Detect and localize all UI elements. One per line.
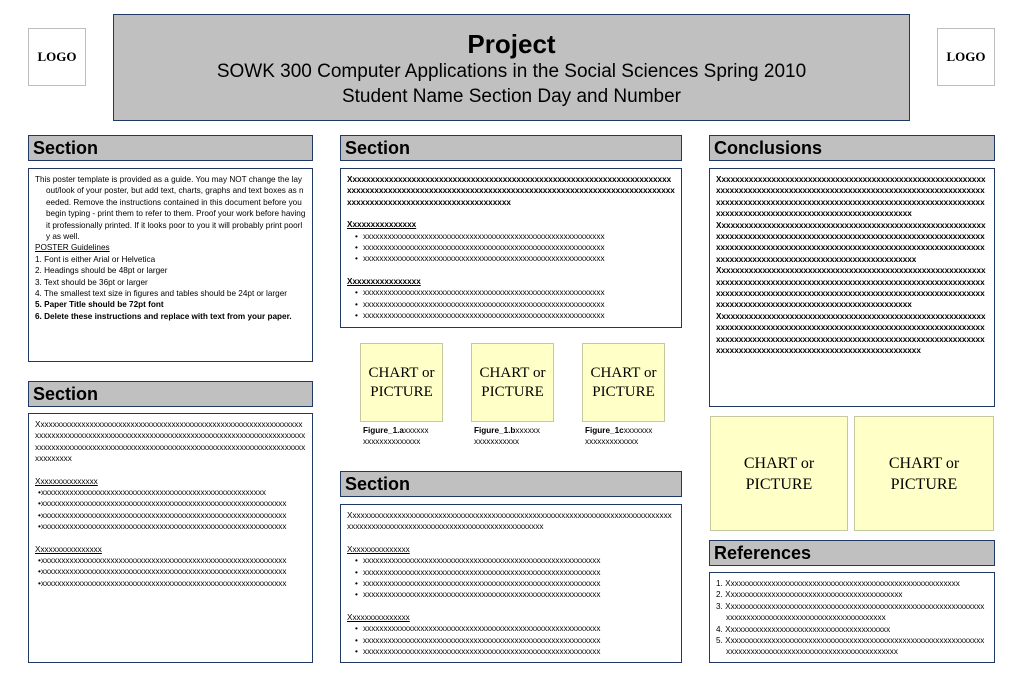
references-heading: References xyxy=(709,540,995,566)
chart-label-line1: CHART or xyxy=(368,364,435,381)
subheading: Xxxxxxxxxxxxxxx xyxy=(35,476,98,486)
course-line: SOWK 300 Computer Applications in the Social Sciences Spring 2010 xyxy=(216,61,807,82)
figure-label: Figure_1.b xyxy=(474,426,516,435)
chart-label-line1: CHART or xyxy=(590,364,657,381)
figure-caption-text: xxxxxx xyxy=(403,426,429,435)
subheading: Xxxxxxxxxxxxxxxx xyxy=(35,544,102,554)
guideline-item-bold: 5. Paper Title should be 72pt font xyxy=(35,300,164,310)
section-heading-col2-top: Section xyxy=(340,135,682,161)
bullet-item: •xxxxxxxxxxxxxxxxxxxxxxxxxxxxxxxxxxxxxxxxxxxxxxxxxxxxxxxxxxxx xyxy=(38,510,287,520)
subheading: Xxxxxxxxxxxxxxx xyxy=(347,220,417,230)
bullet-item: • xxxxxxxxxxxxxxxxxxxxxxxxxxxxxxxxxxxxxxxxxxxxxxxxxxxxxxxxxx xyxy=(347,567,675,578)
chart-placeholder-big-1 xyxy=(710,416,848,531)
section-heading-col2-bottom: Section xyxy=(340,471,682,497)
bullet-item: •xxxxxxxxxxxxxxxxxxxxxxxxxxxxxxxxxxxxxxxxxxxxxxxxxxxxxxxxxxxx xyxy=(38,578,287,588)
bullet-item: • xxxxxxxxxxxxxxxxxxxxxxxxxxxxxxxxxxxxxxxxxxxxxxxxxxxxxxxxxx xyxy=(347,555,675,566)
logo-right-text: LOGO xyxy=(946,49,986,64)
figure-caption-1c xyxy=(585,425,680,447)
bullet-item: •xxxxxxxxxxxxxxxxxxxxxxxxxxxxxxxxxxxxxxxxxxxxxxxxxxxxxxxxxxxx xyxy=(38,567,287,577)
subheading: Xxxxxxxxxxxxxxx xyxy=(347,612,410,622)
guideline-item: 2. Headings should be 48pt or larger xyxy=(35,266,168,276)
references-body xyxy=(709,572,995,663)
conclusions-body xyxy=(709,168,995,407)
reference-item: 1. Xxxxxxxxxxxxxxxxxxxxxxxxxxxxxxxxxxxxxxxxxxxxxxxxxxxxxxxxx xyxy=(716,579,960,588)
conclusion-paragraph: Xxxxxxxxxxxxxxxxxxxxxxxxxxxxxxxxxxxxxxxxxxxxxxxxxxxxxxxxxxxxxxxxxxxxxxxxxxxxxxxxxxxxxxxxxxxxxxxxxxxxxxxxxxxxxxxxxxxxxxxxxxxxxxxxxxxxxxxxxxxxxxxxxxxxxxxxxxxxxxxxxxxxxxxxxxxxxxxxxxxxxxxxxxxxxxxxxxxxxxxxxxxxxxxxxxxxxxxxxxxx xyxy=(716,266,986,310)
chart-label-line2: PICTURE xyxy=(481,383,544,400)
logo-right xyxy=(937,28,995,86)
guideline-item: 4. The smallest text size in figures and tables should be 24pt or larger xyxy=(35,289,287,299)
bullet-item: • xxxxxxxxxxxxxxxxxxxxxxxxxxxxxxxxxxxxxxxxxxxxxxxxxxxxxxxxxx xyxy=(347,623,675,634)
figure-label: Figure_1c xyxy=(585,426,624,435)
student-line: Student Name Section Day and Number xyxy=(341,86,681,107)
reference-item: 2. Xxxxxxxxxxxxxxxxxxxxxxxxxxxxxxxxxxxxxxxxxxx xyxy=(716,590,903,600)
instructions-box xyxy=(28,168,313,362)
reference-item: 4. Xxxxxxxxxxxxxxxxxxxxxxxxxxxxxxxxxxxxxxxx xyxy=(716,624,891,634)
conclusion-paragraph: Xxxxxxxxxxxxxxxxxxxxxxxxxxxxxxxxxxxxxxxxxxxxxxxxxxxxxxxxxxxxxxxxxxxxxxxxxxxxxxxxxxxxxxxxxxxxxxxxxxxxxxxxxxxxxxxxxxxxxxxxxxxxxxxxxxxxxxxxxxxxxxxxxxxxxxxxxxxxxxxxxxxxxxxxxxxxxxxxxxxxxxxxxxxxxxxxxxxxxxxxxxxxxxxxxxxxxxxxxxxxxx xyxy=(716,311,986,356)
conclusion-paragraph: Xxxxxxxxxxxxxxxxxxxxxxxxxxxxxxxxxxxxxxxxxxxxxxxxxxxxxxxxxxxxxxxxxxxxxxxxxxxxxxxxxxxxxxxxxxxxxxxxxxxxxxxxxxxxxxxxxxxxxxxxxxxxxxxxxxxxxxxxxxxxxxxxxxxxxxxxxxxxxxxxxxxxxxxxxxxxxxxxxxxxxxxxxxxxxxxxxxxxxxxxxxxxxxxxxxxxxxxxxxxxx xyxy=(716,220,986,264)
logo-left xyxy=(28,28,86,86)
subheading: Xxxxxxxxxxxxxxxx xyxy=(347,276,421,286)
chart-label-line2: PICTURE xyxy=(370,383,433,400)
figure-caption-text: xxxxxxx xyxy=(623,426,653,435)
bullet-item: • xxxxxxxxxxxxxxxxxxxxxxxxxxxxxxxxxxxxxxxxxxxxxxxxxxxxxxxxxx xyxy=(347,589,675,600)
poster-title: Project xyxy=(467,29,556,59)
instructions-text: This poster template is provided as a guide. You may NOT change the layout/look of your poster, but add text, charts, graphs and text boxes as needed. Remove the instructions contained in this document before you begin typing - print them to refer to them. Proof your work before having it professionally printed. If it looks poor to you it will probably print poorly as well. xyxy=(35,175,306,242)
title-banner xyxy=(113,14,910,121)
bullet-item: •xxxxxxxxxxxxxxxxxxxxxxxxxxxxxxxxxxxxxxxxxxxxxxxxxxxxxxxxxxxx xyxy=(38,522,287,532)
figure-caption-1b xyxy=(474,425,564,447)
section-body-col2-bottom xyxy=(340,504,682,663)
chart-placeholder-1b xyxy=(471,343,554,422)
section-paragraph: Xxxxxxxxxxxxxxxxxxxxxxxxxxxxxxxxxxxxxxxxxxxxxxxxxxxxxxxxxxxxxxxxxxxxxxxxxxxxxxxxxxxxxxxxxxxxxxxxxxxxxxxxxxxxxxxxxxxxxxxxxxxxxxxxxxxxxxxxxxxxxxxxxxxxxxxxxxxxxxxxxxxxxxxxxxxxxxxxxxxxxxxxxxxxxxxxxxxxxxxxxxxxxx xyxy=(35,420,306,464)
bullet-item: •xxxxxxxxxxxxxxxxxxxxxxxxxxxxxxxxxxxxxxxxxxxxxxxxxxxxxxx xyxy=(38,488,267,498)
section-heading-col1-bottom: Section xyxy=(28,381,313,407)
bullet-item: •xxxxxxxxxxxxxxxxxxxxxxxxxxxxxxxxxxxxxxxxxxxxxxxxxxxxxxxxxxxx xyxy=(38,556,287,566)
guideline-item: 1. Font is either Arial or Helvetica xyxy=(35,254,156,264)
conclusions-heading: Conclusions xyxy=(709,135,995,161)
bullet-item: • xxxxxxxxxxxxxxxxxxxxxxxxxxxxxxxxxxxxxxxxxxxxxxxxxxxxxxxxxxx xyxy=(347,242,675,253)
bullet-item: • xxxxxxxxxxxxxxxxxxxxxxxxxxxxxxxxxxxxxxxxxxxxxxxxxxxxxxxxxxx xyxy=(347,287,675,298)
chart-label-line1: CHART or xyxy=(888,454,960,472)
guidelines-title: POSTER Guidelines xyxy=(35,243,110,253)
subheading: Xxxxxxxxxxxxxxx xyxy=(347,544,410,554)
section-body-col1-bottom xyxy=(28,413,313,663)
figure-caption-text: xxxxxxxxxxxxx xyxy=(585,437,639,446)
bullet-item: • xxxxxxxxxxxxxxxxxxxxxxxxxxxxxxxxxxxxxxxxxxxxxxxxxxxxxxxxxxx xyxy=(347,231,675,242)
bullet-item: • xxxxxxxxxxxxxxxxxxxxxxxxxxxxxxxxxxxxxxxxxxxxxxxxxxxxxxxxxx xyxy=(347,578,675,589)
bullet-item: •xxxxxxxxxxxxxxxxxxxxxxxxxxxxxxxxxxxxxxxxxxxxxxxxxxxxxxxxxxxx xyxy=(38,499,287,509)
figure-label: Figure_1.a xyxy=(363,426,404,435)
guideline-item-bold: 6. Delete these instructions and replace with text from your paper. xyxy=(35,311,292,321)
bullet-item: • xxxxxxxxxxxxxxxxxxxxxxxxxxxxxxxxxxxxxxxxxxxxxxxxxxxxxxxxxx xyxy=(347,635,675,646)
chart-label-line2: PICTURE xyxy=(890,475,958,493)
bullet-item: • xxxxxxxxxxxxxxxxxxxxxxxxxxxxxxxxxxxxxxxxxxxxxxxxxxxxxxxxxx xyxy=(347,646,675,657)
bullet-item: • xxxxxxxxxxxxxxxxxxxxxxxxxxxxxxxxxxxxxxxxxxxxxxxxxxxxxxxxxxx xyxy=(347,253,675,264)
chart-label-line1: CHART or xyxy=(743,454,815,472)
figure-caption-text: xxxxxx xyxy=(515,426,540,435)
chart-placeholder-1a xyxy=(360,343,443,422)
chart-label-line2: PICTURE xyxy=(592,383,655,400)
section-paragraph: Xxxxxxxxxxxxxxxxxxxxxxxxxxxxxxxxxxxxxxxxxxxxxxxxxxxxxxxxxxxxxxxxxxxxxxxxxxxxxxxxxxxxxxxxxxxxxxxxxxxxxxxxxxxxxxxxxxxxxxxxxxxxxxx xyxy=(347,511,672,532)
chart-placeholder-big-2 xyxy=(854,416,994,531)
section-body-col2-top xyxy=(340,168,682,328)
chart-label-line1: CHART or xyxy=(479,364,546,381)
bullet-item: • xxxxxxxxxxxxxxxxxxxxxxxxxxxxxxxxxxxxxxxxxxxxxxxxxxxxxxxxxxx xyxy=(347,310,675,321)
bullet-item: • xxxxxxxxxxxxxxxxxxxxxxxxxxxxxxxxxxxxxxxxxxxxxxxxxxxxxxxxxxx xyxy=(347,299,675,310)
section-heading-col1-top: Section xyxy=(28,135,313,161)
reference-item: 3. Xxxxxxxxxxxxxxxxxxxxxxxxxxxxxxxxxxxxxxxxxxxxxxxxxxxxxxxxxxxxxxxxxxxxxxxxxxxxxxxxxxxxxxxxxxxxxxxxxxxxxx xyxy=(716,601,985,623)
figure-caption-1a xyxy=(363,425,453,447)
chart-placeholder-1c xyxy=(582,343,665,422)
section-paragraph: Xxxxxxxxxxxxxxxxxxxxxxxxxxxxxxxxxxxxxxxxxxxxxxxxxxxxxxxxxxxxxxxxxxxxxxxxxxxxxxxxxxxxxxxxxxxxxxxxxxxxxxxxxxxxxxxxxxxxxxxxxxxxxxxxxxxxxxxxxxxxxxxxxxxxxxxxxxxxxxxxxxxxxxxxxxxxxxxxxxx xyxy=(347,175,675,207)
figure-caption-text: xxxxxxxxxxxxxx xyxy=(363,437,421,446)
reference-item: 5. Xxxxxxxxxxxxxxxxxxxxxxxxxxxxxxxxxxxxxxxxxxxxxxxxxxxxxxxxxxxxxxxxxxxxxxxxxxxxxxxxxxxxxxxxxxxxxxxxxxxxxxxxx xyxy=(716,636,985,657)
logo-left-text: LOGO xyxy=(37,49,77,64)
guideline-item: 3. Text should be 36pt or larger xyxy=(35,277,148,287)
figure-caption-text: xxxxxxxxxxx xyxy=(474,437,520,446)
conclusion-paragraph: Xxxxxxxxxxxxxxxxxxxxxxxxxxxxxxxxxxxxxxxxxxxxxxxxxxxxxxxxxxxxxxxxxxxxxxxxxxxxxxxxxxxxxxxxxxxxxxxxxxxxxxxxxxxxxxxxxxxxxxxxxxxxxxxxxxxxxxxxxxxxxxxxxxxxxxxxxxxxxxxxxxxxxxxxxxxxxxxxxxxxxxxxxxxxxxxxxxxxxxxxxxxxxxxxxxxxxxxxxxxx xyxy=(716,175,986,219)
chart-label-line2: PICTURE xyxy=(745,475,813,493)
